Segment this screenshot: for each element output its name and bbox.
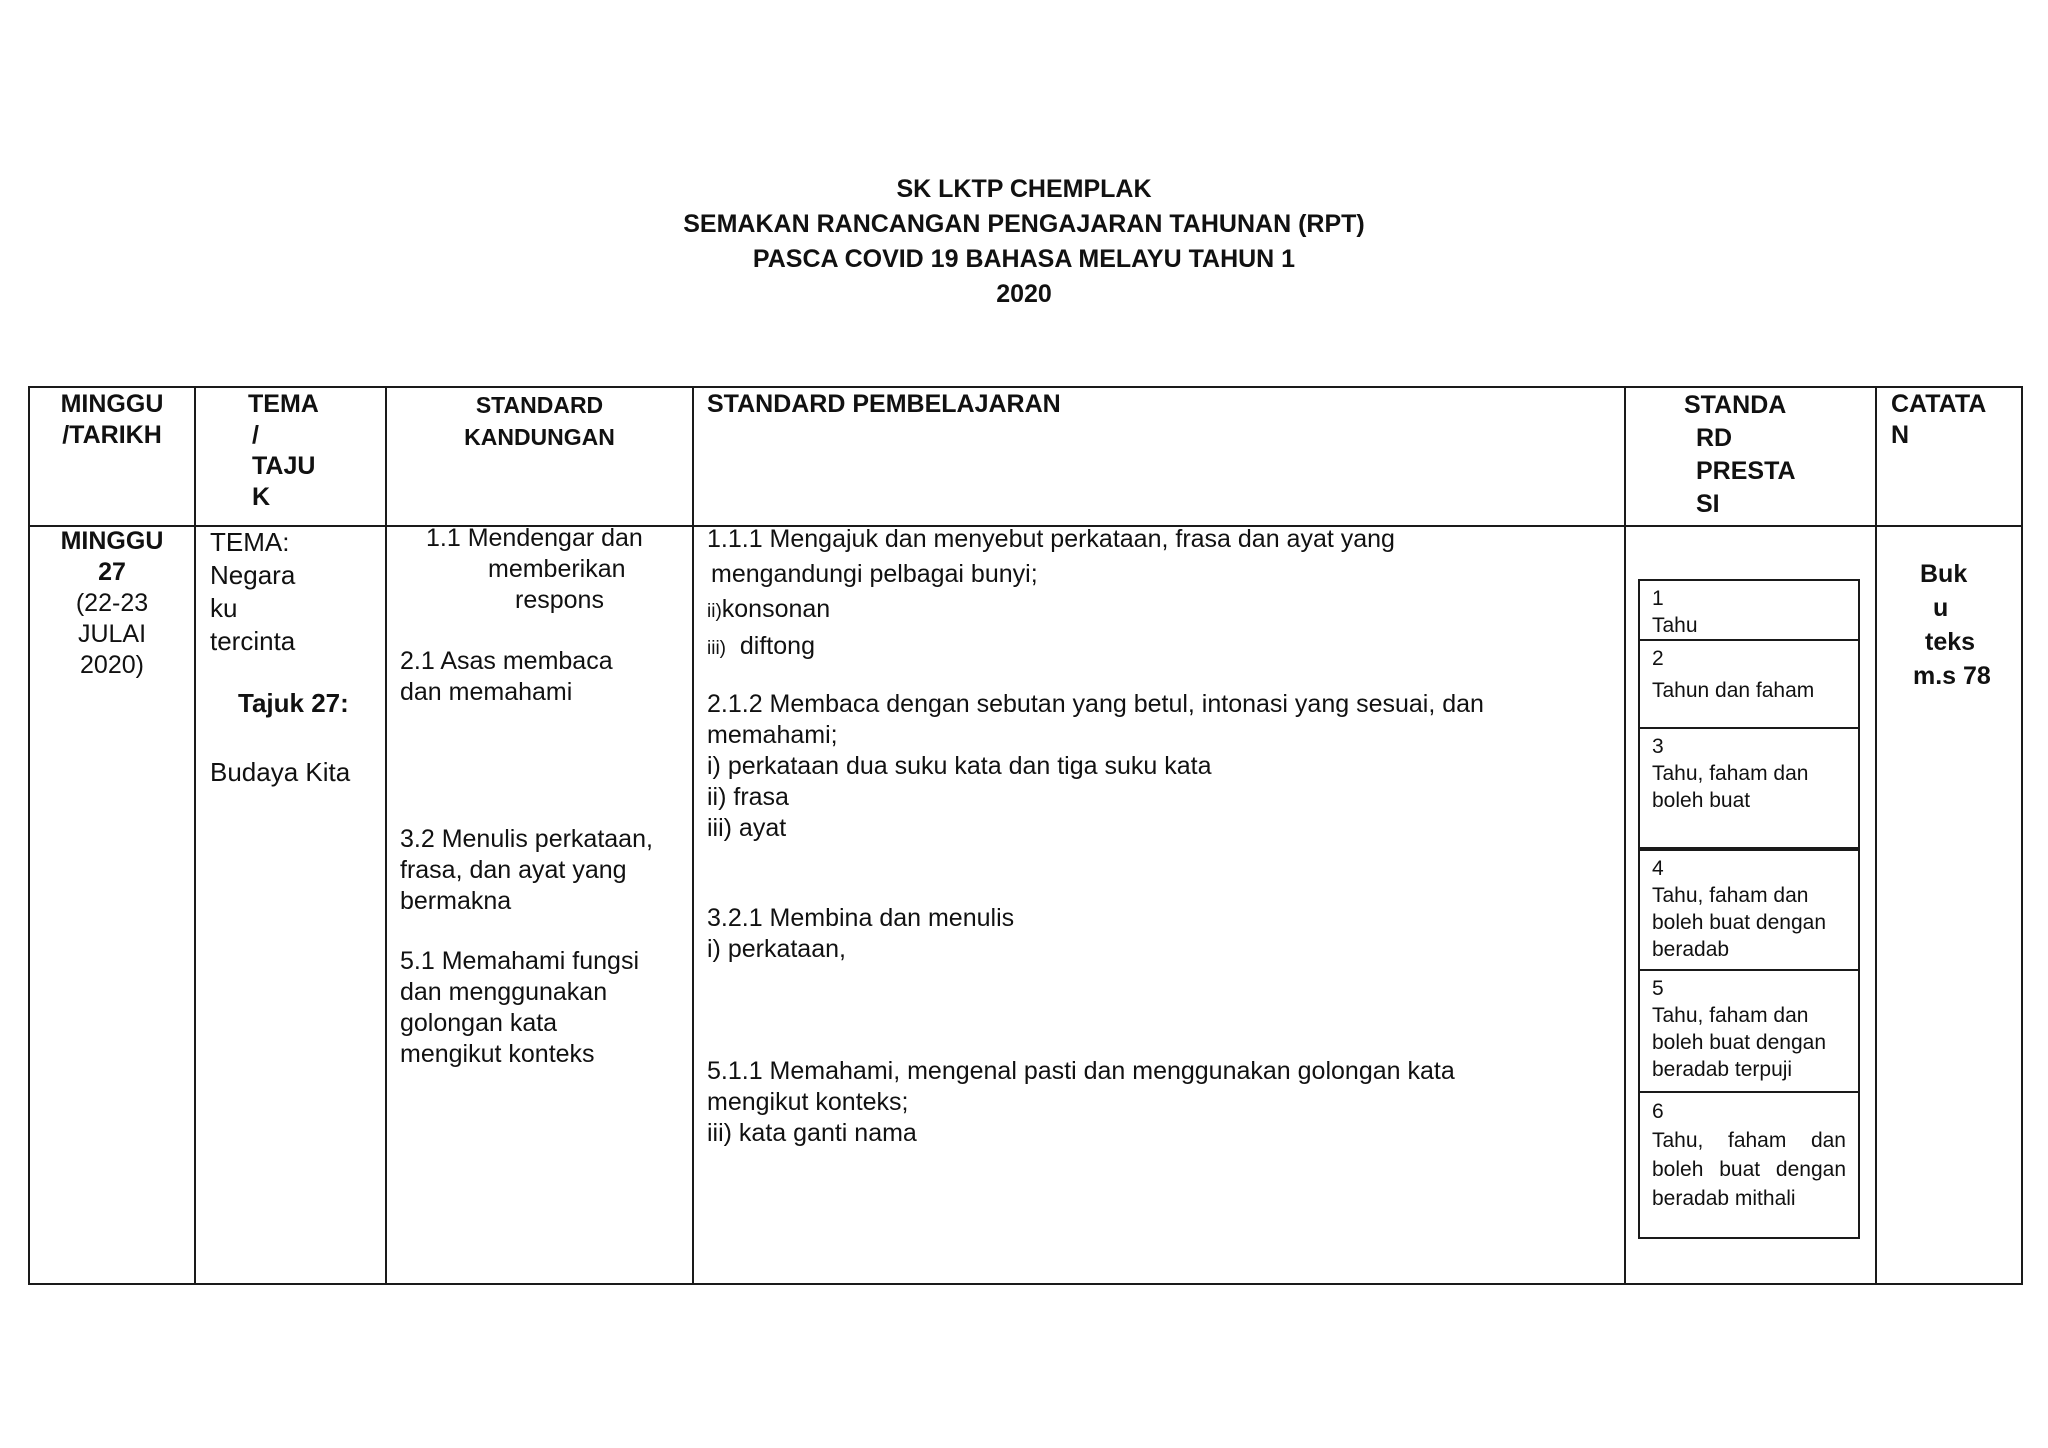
- col-header-standard-pembelajaran: STANDARD PEMBELAJARAN: [707, 390, 1061, 418]
- document-title: SEMAKAN RANCANGAN PENGAJARAN TAHUNAN (RPT): [683, 210, 1365, 238]
- tajuk-name: Budaya Kita: [210, 757, 351, 787]
- column-divider: [692, 386, 694, 1285]
- col-header-minggu: MINGGU /TARIKH: [60, 390, 164, 449]
- minggu-date: (22-23: [75, 589, 149, 617]
- sk-item: 5.1 Memahami fungsi dan menggunakan golongan kata mengikut konteks: [400, 947, 640, 1068]
- col-header-standard-kandungan: STANDARD KANDUNGAN: [464, 392, 615, 450]
- col-header-standard-prestasi: STANDA RD PRESTA SI: [1684, 391, 1796, 518]
- list-item: iii) diftong: [707, 632, 815, 660]
- prestasi-level: 4 Tahu, faham dan boleh buat dengan beradab: [1638, 849, 1860, 971]
- tema-name: Negara: [210, 560, 296, 590]
- column-divider: [1875, 386, 1877, 1285]
- sp-3-2-1: 3.2.1 Membina dan menulis i) perkataan,: [707, 904, 1015, 963]
- minggu-number: 27: [98, 558, 126, 586]
- sp-5-1-1: 5.1.1 Memahami, mengenal pasti dan menggunakan golongan kata mengikut konteks; iii) kata ganti nama: [707, 1057, 1455, 1147]
- column-divider: [385, 386, 387, 1285]
- prestasi-level: 5 Tahu, faham dan boleh buat dengan beradab terpuji: [1638, 971, 1860, 1093]
- sp-2-1-2: 2.1.2 Membaca dengan sebutan yang betul, intonasi yang sesuai, dan memahami; i) perkataan dua suku kata dan tiga suku kata ii) frasa iii) ayat: [707, 690, 1484, 842]
- column-divider: [194, 386, 196, 1285]
- document-subtitle: PASCA COVID 19 BAHASA MELAYU TAHUN 1: [752, 245, 1296, 273]
- col-header-tema: TEMA / TAJU K: [248, 390, 319, 511]
- sp-1-1-1: 1.1.1 Mengajuk dan menyebut perkataan, frasa dan ayat yang mengandungi pelbagai bunyi; ii)konsonan iii) diftong: [707, 522, 1617, 666]
- sk-item: 3.2 Menulis perkataan, frasa, dan ayat yang bermakna: [400, 825, 653, 915]
- tema-name: tercinta: [210, 626, 296, 656]
- catatan-cell: Buk u teks m.s 78: [1913, 560, 1991, 690]
- minggu-label: MINGGU: [60, 527, 164, 555]
- column-divider: [1624, 386, 1626, 1285]
- sk-item: 1.1 Mendengar dan memberikan respons: [426, 524, 643, 614]
- minggu-date: JULAI: [77, 620, 147, 648]
- prestasi-level: 1 Tahu: [1638, 579, 1860, 641]
- col-header-catatan: CATATA N: [1891, 390, 1987, 449]
- prestasi-level: 3 Tahu, faham dan boleh buat: [1638, 729, 1860, 849]
- tema-cell: [210, 526, 380, 789]
- prestasi-level: 6 Tahu, faham dan boleh buat dengan beradab mithali: [1638, 1093, 1860, 1239]
- tema-label: TEMA:: [210, 527, 290, 557]
- sk-item: 2.1 Asas membaca dan memahami: [400, 647, 613, 706]
- document-year: 2020: [996, 280, 1052, 308]
- table-border-top: [28, 386, 2023, 388]
- table-border-bottom: [28, 1283, 2023, 1285]
- list-item: ii)konsonan: [707, 595, 831, 623]
- tema-name: ku: [210, 593, 238, 623]
- tajuk-label: Tajuk 27:: [238, 688, 349, 718]
- school-name: SK LKTP CHEMPLAK: [896, 175, 1152, 203]
- minggu-cell: [30, 526, 194, 681]
- table-border-left: [28, 386, 30, 1285]
- minggu-date: 2020): [80, 651, 144, 679]
- table-border-right: [2021, 386, 2023, 1285]
- prestasi-level: 2 Tahun dan faham: [1638, 641, 1860, 729]
